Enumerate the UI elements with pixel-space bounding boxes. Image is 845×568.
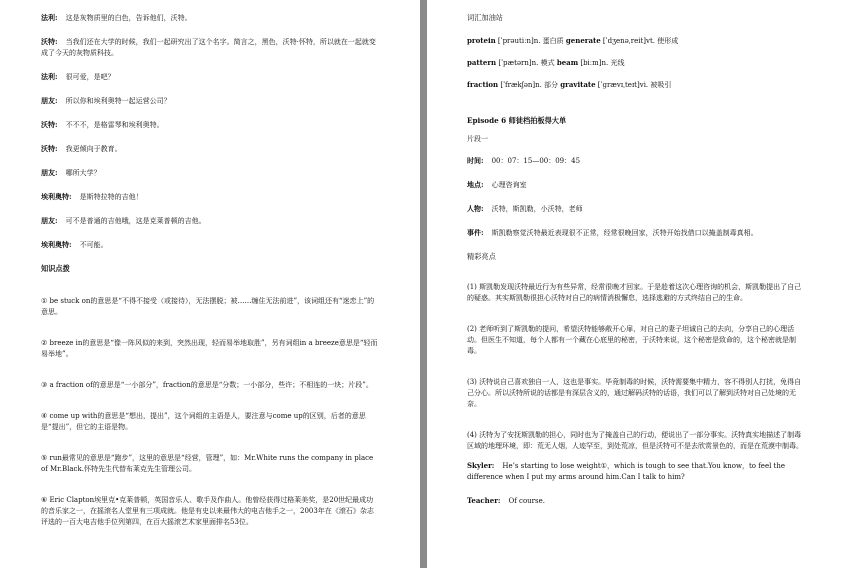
knowledge-point: [41, 495, 380, 528]
script-speaker: Skyler:: [467, 461, 495, 470]
episode-title: Episode 6 师徒档拍板得大单: [467, 116, 567, 125]
line-text: 不不不，是格雷琴和埃利奥特。: [65, 121, 164, 129]
highlight-text: (1) 斯凯勒发现沃特最近行为有些异常，经常很晚才回家。于是趁着这次心理咨询的机会，斯凯勒提出了自己的疑惑。其实斯凯勒很担心沃特对自己的病情消极懈怠，选择逃避的方式终结自己的生命。: [467, 283, 802, 302]
line-text: 是斯特拉特的吉他！: [79, 193, 143, 201]
speaker: 朋友:: [41, 216, 58, 225]
vocab-word: beam: [556, 58, 579, 67]
script-block: [467, 460, 808, 507]
point-text: ④ come up with的意思是“想出，提出”，这个词组的主语是人，要注意与come up的区别，后者的意思是“提出”，但它的主语是物。: [41, 412, 366, 431]
line-text: 所以你和埃利奥特一起运营公司？: [65, 97, 171, 105]
dialogue-line: [41, 215, 380, 227]
speaker: 沃特:: [41, 37, 58, 46]
script-text: He’s starting to lose weight①，which is tough to see that.You know，to feel the difference when I put my arms around him.Can I talk to him?: [467, 462, 786, 481]
line-text: 这是灰物质里的白色，告诉他们，沃特。: [65, 14, 192, 22]
script-speaker: Teacher:: [467, 496, 501, 505]
script-text: Of course.: [508, 497, 545, 505]
point-text: ② breeze in的意思是“像一阵风似的来到，突然出现，轻而易举地取胜”，另有词组in a breeze意思是“轻而易举地”。: [41, 339, 378, 358]
vocab-word: pattern: [467, 58, 497, 67]
right-page: [427, 0, 845, 568]
line-text: 我更倾向于教育。: [65, 145, 122, 153]
segment-label: 片段一: [467, 135, 488, 143]
speaker: 法利:: [41, 13, 58, 22]
dialogue-line: [41, 95, 380, 107]
vocab-definition: vi. 被吸引: [639, 81, 672, 89]
vocab-definition: n. 蛋白质: [533, 37, 566, 45]
speaker: 朋友:: [41, 96, 58, 105]
knowledge-point: [41, 296, 380, 318]
line-text: 当我们还在大学的时候，我们一起研究出了这个名字。简言之，黑色，沃特·怀特，所以就在一起就变成了今天的灰物质科技。: [41, 38, 376, 57]
vocab-list: [467, 35, 808, 91]
speaker: 法利:: [41, 72, 58, 81]
speaker: 朋友:: [41, 168, 58, 177]
vocab-definition: vt. 使形成: [646, 37, 679, 45]
knowledge-point: [41, 411, 380, 433]
info-row: [467, 203, 808, 215]
dialogue-line: [41, 191, 380, 203]
vocab-row: [467, 35, 808, 47]
dialogue-line: [41, 167, 380, 179]
highlight-item: [467, 282, 808, 304]
vocab-phonetic: [ˈdʒenəˌreit]: [600, 37, 647, 45]
point-text: ③ a fraction of的意思是“一小部分”，fraction的意思是“分数；一小部分，些许；不相连的一块；片段”。: [41, 381, 373, 389]
knowledge-point: [41, 453, 380, 475]
vocab-title: 词汇加油站: [467, 13, 503, 22]
vocab-definition: n. 部分: [535, 81, 561, 89]
vocab-definition: n. 光线: [601, 59, 625, 67]
dialogue-line: [41, 36, 380, 59]
highlight-item: [467, 377, 808, 410]
info-row: [467, 179, 808, 191]
speaker: 埃利奥特:: [41, 240, 72, 249]
section-title: 知识点拨: [41, 264, 70, 273]
info-label: 事件:: [467, 228, 484, 237]
point-text: ⑤ run最常见的意思是“跑步”，这里的意思是“经营，管理”，如：Mr.White runs the company in place of Mr.Black.怀特先生代替布莱克先生管理公司。: [41, 454, 374, 473]
info-value: 00：07：15—00：09：45: [491, 157, 581, 165]
highlight-item: [467, 430, 808, 452]
info-value: 斯凯勒察觉沃特最近表现很不正常，经常很晚回家，沃特开始找借口以掩盖制毒真相。: [491, 229, 758, 237]
speaker: 沃特:: [41, 144, 58, 153]
info-value: 心理咨询室: [491, 181, 527, 189]
vocab-row: [467, 79, 808, 91]
vocab-phonetic: [ˈpætərn]: [496, 59, 532, 67]
script-line: [467, 495, 808, 507]
point-text: ① be stuck on的意思是“不得不接受（或接待），无法摆脱；被……缠住无法前进”，该词组还有“迷恋上”的意思。: [41, 297, 375, 316]
vocab-word: fraction: [467, 80, 499, 89]
vocab-row: [467, 57, 808, 69]
vocab-word: protein: [467, 36, 496, 45]
vocab-word: gravitate: [560, 80, 596, 89]
highlight-text: (2) 老师听到了斯凯勒的提问，希望沃特能够敞开心扉，对自己的妻子坦诚自己的去向，分享自己的心理活动。但医生不知道，每个人都有一个藏在心底里的秘密，于沃特来说，这个秘密是致命的，这个秘密就是制毒。: [467, 325, 796, 355]
dialogue-line: [41, 12, 380, 24]
line-text: 很可爱，是吧？: [65, 73, 115, 81]
vocab-definition: n. 模式: [531, 59, 557, 67]
info-row: [467, 227, 808, 239]
line-text: 不可能。: [79, 241, 108, 249]
highlight-item: [467, 324, 808, 357]
highlight-text: (3) 沃特说自己喜欢独自一人，这也是事实。毕竟制毒的时候，沃特需要集中精力，容不得别人打扰，免得自己分心。所以沃特所说的话都是有深层含义的，通过解码沃特的话语，我们可以了解到沃特对自己处境的无奈。: [467, 378, 802, 408]
speaker: 沃特:: [41, 120, 58, 129]
vocab-phonetic: [ˈprəutiːn]: [495, 37, 534, 45]
knowledge-point: [41, 380, 380, 391]
vocab-word: generate: [565, 36, 601, 45]
highlight-text: (4) 沃特为了安抚斯凯勒的担心，同时也为了掩盖自己的行动，便说出了一部分事实。沃特真实地描述了制毒区域的地理环境，即：荒无人烟，人迹罕至，到处荒凉，但是沃特可不是去欣赏景色的，而是在荒漠中制毒。: [467, 431, 803, 450]
dialogue-line: [41, 239, 380, 251]
dialogue-line: [41, 119, 380, 131]
knowledge-points: [41, 296, 380, 528]
dialogue-block: [41, 12, 380, 251]
speaker: 埃利奥特:: [41, 192, 72, 201]
info-label: 地点:: [467, 180, 484, 189]
highlights-title: 精彩亮点: [467, 252, 496, 261]
info-label: 时间:: [467, 156, 484, 165]
highlights: [467, 282, 808, 452]
left-page: [0, 0, 420, 568]
vocab-phonetic: [biːm]: [578, 59, 602, 67]
info-label: 人物:: [467, 204, 484, 213]
vocab-phonetic: [ˈɡrævɪˌteɪt]: [595, 81, 640, 89]
vocab-phonetic: [ˈfrækʃən]: [498, 81, 536, 89]
line-text: 可不是普通的吉他哦，这是克莱普顿的吉他。: [65, 217, 206, 225]
script-line: [467, 460, 808, 483]
knowledge-point: [41, 338, 380, 360]
line-text: 哪所大学？: [65, 169, 101, 177]
scene-info: [467, 155, 808, 239]
info-row: [467, 155, 808, 167]
point-text: ⑥ Eric Clapton埃里克•克莱普顿，英国音乐人、歌手及作曲人。他曾经获得过格莱美奖，是20世纪最成功的音乐家之一，在摇滚名人堂里有三项成就。他是有史以来最伟大的电吉他手之一，2003年在《滚石》杂志评选的一百大电吉他手位列第四，在百大摇滚艺术家里面排名53位。: [41, 496, 374, 526]
dialogue-line: [41, 143, 380, 155]
info-value: 沃特，斯凯勒，小沃特，老师: [491, 205, 583, 213]
dialogue-line: [41, 71, 380, 83]
